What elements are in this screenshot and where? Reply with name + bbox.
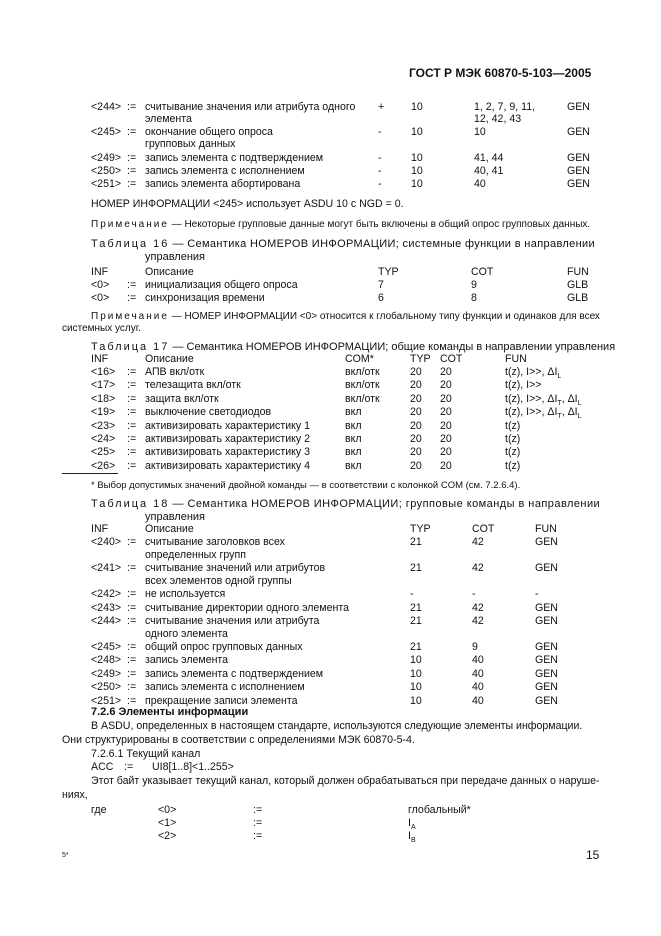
- gi-cell: -: [378, 126, 382, 138]
- fun-cell: [505, 420, 520, 432]
- table-header-row: [0, 523, 661, 536]
- inf-cell: <251>: [91, 178, 122, 190]
- table-row: [0, 406, 661, 419]
- description-cell: защита вкл/отк: [145, 392, 219, 405]
- note-1: [91, 219, 590, 230]
- cot-cell: 40, 41: [474, 165, 504, 177]
- table-row: [0, 366, 661, 379]
- note-2-line2: системных услуг.: [62, 323, 141, 334]
- sep-cell: :=: [127, 165, 137, 177]
- definition-row: [0, 804, 661, 817]
- typ-cell: 10: [410, 695, 422, 707]
- cot-cell: 20: [440, 406, 452, 419]
- inf-cell: <243>: [91, 602, 122, 614]
- description-cell: активизировать характеристику 3: [145, 446, 310, 459]
- info-245-text: НОМЕР ИНФОРМАЦИИ <245> использует ASDU 10 с NGD = 0.: [91, 198, 404, 210]
- cot-cell: 9: [472, 641, 478, 653]
- com-cell: вкл: [345, 446, 362, 459]
- sep-cell: :=: [127, 588, 137, 600]
- inf-cell: <23>: [91, 419, 116, 432]
- table-row: [0, 615, 661, 640]
- sep-cell: :=: [127, 695, 137, 707]
- inf-cell: <0>: [91, 279, 110, 291]
- table-row: [0, 681, 661, 694]
- fun-cell: GEN: [535, 681, 558, 693]
- fun-cell: GEN: [535, 695, 558, 707]
- fun-cell: GEN: [567, 101, 590, 113]
- table-row: [0, 393, 661, 406]
- section-para-4: ниях,: [62, 789, 88, 801]
- table18-caption-text: — Семантика НОМЕРОВ ИНФОРМАЦИИ; групповые команды в направлении: [172, 498, 601, 510]
- definition-code: <2>: [158, 830, 177, 842]
- fun-cell: GEN: [535, 641, 558, 653]
- com-cell: вкл/отк: [345, 379, 380, 392]
- fun-cell: GEN: [567, 152, 590, 164]
- header-inf: INF: [91, 353, 109, 365]
- header-inf: INF: [91, 266, 109, 278]
- typ-cell: 20: [410, 419, 422, 432]
- header-inf: INF: [91, 523, 109, 535]
- definition-sep: :=: [253, 817, 263, 829]
- fun-cell: [505, 406, 582, 420]
- com-cell: вкл/отк: [345, 366, 380, 378]
- definition-value: [408, 804, 471, 816]
- cot-cell: 41, 44: [474, 152, 504, 164]
- inf-cell: <244>: [91, 615, 122, 627]
- fun-subscript: T: [557, 399, 562, 407]
- header-typ: TYP: [410, 523, 431, 535]
- inf-cell: <18>: [91, 392, 116, 405]
- footnote-rule: [62, 473, 118, 474]
- definition-value: [408, 830, 416, 844]
- fun-text: t(z): [505, 433, 521, 445]
- table16-caption-text: — Семантика НОМЕРОВ ИНФОРМАЦИИ; системные функции в направлении: [172, 238, 596, 250]
- sep-cell: :=: [127, 392, 137, 405]
- table-row: [0, 152, 661, 165]
- cot-cell: -: [472, 588, 476, 600]
- inf-cell: <251>: [91, 695, 122, 707]
- table-row: [0, 460, 661, 473]
- description-cell-line2: определенных групп: [145, 549, 246, 561]
- fun-cell: GEN: [535, 602, 558, 614]
- sep-cell: :=: [127, 615, 137, 627]
- table-header-row: [0, 266, 661, 279]
- fun-cell: [505, 446, 520, 458]
- header-cot: COT: [472, 523, 495, 535]
- description-cell: не используется: [145, 588, 226, 600]
- description-cell: запись элемента: [145, 654, 229, 666]
- description-cell-line2: элемента: [145, 113, 192, 125]
- sep-cell: :=: [127, 602, 137, 614]
- description-cell: запись элемента с исполнением: [145, 165, 305, 177]
- sep-cell: :=: [127, 433, 137, 445]
- typ-cell: 21: [410, 602, 422, 614]
- inf-cell: <26>: [91, 459, 116, 472]
- table-row: [0, 536, 661, 561]
- typ-cell: 10: [410, 668, 422, 680]
- footer-mark: 5*: [62, 852, 69, 859]
- inf-cell: <0>: [91, 292, 110, 304]
- note-1-text: — Некоторые групповые данные могут быть включены в общий опрос групповых данных.: [171, 219, 591, 230]
- sep-cell: :=: [127, 152, 137, 164]
- sep-cell: :=: [127, 126, 137, 138]
- note-1-label: Примечание: [91, 219, 169, 230]
- typ-cell: 10: [411, 152, 423, 164]
- table17-caption: [91, 341, 615, 353]
- header-description: Описание: [145, 523, 194, 535]
- fun-cell: GLB: [567, 279, 589, 291]
- cot-cell: 42: [472, 562, 484, 574]
- typ-cell: 20: [410, 406, 422, 419]
- table16-caption-line2: управления: [145, 251, 205, 263]
- table-row: [0, 126, 661, 150]
- cot-cell: 20: [440, 446, 452, 459]
- section-heading: 7.2.6 Элементы информации: [91, 706, 249, 718]
- cot-cell: 40: [472, 695, 484, 707]
- gi-cell: -: [378, 165, 382, 177]
- page-header-title: ГОСТ Р МЭК 60870-5-103—2005: [409, 66, 592, 80]
- gi-cell: -: [378, 178, 382, 190]
- definition-value-subscript: B: [410, 837, 416, 845]
- cot-cell: 1, 2, 7, 9, 11,: [474, 101, 536, 113]
- fun-text: t(z), I>>, ΔI: [505, 392, 558, 405]
- table-row: [0, 420, 661, 433]
- definition-value-text: I: [408, 830, 411, 842]
- definition-value-text: глобальный*: [408, 804, 471, 816]
- typ-cell: 20: [410, 392, 422, 405]
- table-row: [0, 562, 661, 587]
- typ-cell: 20: [410, 379, 422, 392]
- fun-cell: GEN: [535, 562, 558, 574]
- note-2: [91, 311, 600, 322]
- cot-cell: 20: [440, 379, 452, 392]
- fun-cell: GEN: [567, 165, 590, 177]
- table-row: [0, 101, 661, 125]
- table16-caption: [91, 238, 595, 250]
- table-row: [0, 379, 661, 392]
- fun-cell: GEN: [535, 654, 558, 666]
- description-cell: активизировать характеристику 1: [145, 419, 310, 432]
- fun-subscript-extra: L: [577, 399, 582, 407]
- table-row: [0, 292, 661, 305]
- description-cell: считывание значения или атрибута одного: [145, 101, 356, 113]
- fun-cell: [505, 379, 542, 391]
- definition-value-subscript: A: [410, 824, 416, 832]
- description-cell: запись элемента с подтверждением: [145, 152, 324, 164]
- fun-cell: [505, 433, 520, 445]
- inf-cell: <25>: [91, 446, 116, 459]
- sep-cell: :=: [127, 641, 137, 653]
- header-cot: COT: [471, 266, 494, 278]
- typ-cell: 10: [410, 654, 422, 666]
- com-cell: вкл: [345, 433, 362, 445]
- description-cell: выключение светодиодов: [145, 406, 272, 419]
- gi-cell: -: [378, 152, 382, 164]
- inf-cell: <245>: [91, 641, 122, 653]
- fun-cell: GEN: [535, 536, 558, 548]
- cot-cell: 9: [471, 279, 477, 291]
- description-cell-line2: групповых данных: [145, 138, 236, 150]
- description-cell: считывание значения или атрибута: [145, 615, 320, 627]
- typ-cell: 21: [410, 615, 422, 627]
- com-cell: вкл: [345, 406, 362, 419]
- header-cot: COT: [440, 353, 463, 365]
- typ-cell: 21: [410, 641, 422, 653]
- table-row: [0, 654, 661, 667]
- cot-cell: 20: [440, 392, 452, 405]
- fun-cell: GEN: [535, 668, 558, 680]
- table-header-row: [0, 353, 661, 366]
- definition-row: [0, 817, 661, 830]
- fun-subscript: L: [557, 373, 562, 381]
- description-cell: общий опрос групповых данных: [145, 641, 303, 653]
- sep-cell: :=: [127, 446, 137, 459]
- cot-cell: 10: [474, 126, 486, 138]
- inf-cell: <19>: [91, 406, 116, 419]
- fun-cell: GEN: [567, 178, 590, 190]
- definition-sep: :=: [253, 804, 263, 816]
- table16-caption-label: Таблица 16: [91, 238, 170, 250]
- description-cell: активизировать характеристику 4: [145, 459, 310, 472]
- header-description: Описание: [145, 353, 194, 365]
- table-row: [0, 668, 661, 681]
- inf-cell: <242>: [91, 588, 122, 600]
- inf-cell: <244>: [91, 101, 122, 113]
- description-cell: инициализация общего опроса: [145, 279, 298, 291]
- table-row: [0, 446, 661, 459]
- description-cell: АПВ вкл/отк: [145, 366, 205, 378]
- sep-cell: :=: [127, 536, 137, 548]
- cot-cell: 20: [440, 433, 452, 445]
- cot-cell: 40: [472, 681, 484, 693]
- acc-def: UI8[1..8]<1..255>: [152, 761, 234, 773]
- typ-cell: 10: [411, 165, 423, 177]
- fun-cell: [505, 393, 582, 407]
- inf-cell: <249>: [91, 668, 122, 680]
- typ-cell: 21: [410, 536, 422, 548]
- com-cell: вкл: [345, 419, 362, 432]
- cot-cell: 40: [474, 178, 486, 190]
- description-cell: считывание значений или атрибутов: [145, 562, 326, 574]
- description-cell-line2: одного элемента: [145, 628, 228, 640]
- inf-cell: <250>: [91, 165, 122, 177]
- description-cell: телезащита вкл/отк: [145, 379, 241, 392]
- description-cell: запись элемента с исполнением: [145, 681, 305, 693]
- typ-cell: 20: [410, 366, 422, 378]
- sep-cell: :=: [127, 562, 137, 574]
- table-row: [0, 279, 661, 292]
- header-fun: FUN: [535, 523, 557, 535]
- header-fun: FUN: [567, 266, 589, 278]
- fun-text: t(z), I>>, ΔI: [505, 406, 558, 419]
- fun-text-extra: , ΔI: [561, 392, 578, 405]
- description-cell: запись элемента абортирована: [145, 178, 301, 190]
- table-row: [0, 433, 661, 446]
- sep-cell: :=: [127, 681, 137, 693]
- fun-cell: -: [535, 588, 539, 600]
- definition-code: <0>: [158, 804, 177, 816]
- cot-cell: 8: [471, 292, 477, 304]
- note-2-text: — НОМЕР ИНФОРМАЦИИ <0> относится к глобальному типу функции и одинаков для всех: [171, 311, 600, 322]
- sep-cell: :=: [127, 379, 137, 392]
- sep-cell: :=: [127, 406, 137, 419]
- gi-cell: +: [378, 101, 385, 113]
- table-row: [0, 602, 661, 615]
- header-com: COM*: [345, 353, 374, 365]
- fun-text: t(z): [505, 446, 521, 459]
- note-2-label: Примечание: [91, 311, 169, 322]
- cot-cell: 40: [472, 668, 484, 680]
- fun-cell: GEN: [567, 126, 590, 138]
- definition-value-text: I: [408, 817, 411, 829]
- acc-sep: :=: [124, 761, 134, 773]
- table18-caption-label: Таблица 18: [91, 498, 170, 510]
- cot-cell: 40: [472, 654, 484, 666]
- sep-cell: :=: [127, 459, 137, 472]
- description-cell: прекращение записи элемента: [145, 695, 298, 707]
- table-row: [0, 178, 661, 191]
- com-cell: вкл: [345, 459, 362, 472]
- fun-cell: GLB: [567, 292, 589, 304]
- table17-caption-text: — Семантика НОМЕРОВ ИНФОРМАЦИИ; общие команды в направлении управления: [172, 341, 616, 353]
- table-row: [0, 165, 661, 178]
- description-cell: считывание директории одного элемента: [145, 602, 349, 614]
- definition-row: [0, 830, 661, 843]
- fun-subscript-extra: L: [577, 413, 582, 421]
- section-para-1: В ASDU, определенных в настоящем стандарте, используются следующие элементы информации.: [91, 720, 583, 732]
- sep-cell: :=: [127, 654, 137, 666]
- typ-cell: 7: [378, 279, 384, 291]
- sep-cell: :=: [127, 101, 137, 113]
- fun-text-extra: , ΔI: [561, 406, 578, 419]
- inf-cell: <250>: [91, 681, 122, 693]
- fun-text: t(z): [505, 419, 521, 432]
- cot-cell: 20: [440, 366, 452, 378]
- inf-cell: <248>: [91, 654, 122, 666]
- description-cell: активизировать характеристику 2: [145, 433, 310, 445]
- fun-cell: GEN: [535, 615, 558, 627]
- cot-cell-line2: 12, 42, 43: [474, 113, 522, 125]
- typ-cell: 6: [378, 292, 384, 304]
- header-typ: TYP: [378, 266, 399, 278]
- table18-caption-line2: управления: [145, 511, 205, 523]
- inf-cell: <17>: [91, 379, 116, 392]
- description-cell: запись элемента с подтверждением: [145, 668, 324, 680]
- cot-cell: 42: [472, 602, 484, 614]
- definition-sep: :=: [253, 830, 263, 842]
- sep-cell: :=: [127, 419, 137, 432]
- header-fun: FUN: [505, 353, 527, 365]
- table-row: [0, 588, 661, 601]
- fun-cell: [505, 460, 520, 472]
- definition-code: <1>: [158, 817, 177, 829]
- fun-text: t(z), I>>: [505, 379, 542, 392]
- typ-cell: 10: [411, 101, 423, 113]
- description-cell: считывание заголовков всех: [145, 536, 285, 548]
- fun-text: t(z), I>>, ΔI: [505, 366, 558, 378]
- sep-cell: :=: [127, 292, 137, 304]
- table18-caption: [91, 498, 600, 510]
- cot-cell: 20: [440, 419, 452, 432]
- inf-cell: <24>: [91, 433, 116, 445]
- inf-cell: <240>: [91, 536, 122, 548]
- header-typ: TYP: [410, 353, 431, 365]
- where-label: где: [91, 804, 107, 816]
- typ-cell: 21: [410, 562, 422, 574]
- definition-value: [408, 817, 416, 831]
- table17-caption-label: Таблица 17: [91, 341, 170, 353]
- cot-cell: 42: [472, 536, 484, 548]
- inf-cell: <249>: [91, 152, 122, 164]
- cot-cell: 42: [472, 615, 484, 627]
- description-cell-line2: всех элементов одной группы: [145, 575, 292, 587]
- table-row: [0, 641, 661, 654]
- description-cell: синхронизация времени: [145, 292, 265, 304]
- typ-cell: 10: [411, 126, 423, 138]
- subsection-heading: 7.2.6.1 Текущий канал: [91, 748, 201, 760]
- com-cell: вкл/отк: [345, 392, 380, 405]
- acc-name: ACC: [91, 761, 114, 773]
- sep-cell: :=: [127, 178, 137, 190]
- inf-cell: <241>: [91, 562, 122, 574]
- typ-cell: -: [410, 588, 414, 600]
- inf-cell: <16>: [91, 366, 116, 378]
- table17-footnote: * Выбор допустимых значений двойной команды — в соответствии с колонкой COM (см. 7.2.6.4).: [91, 480, 521, 491]
- section-para-3: Этот байт указывает текущий канал, который должен обрабатываться при передаче данных о наруше-: [91, 775, 600, 787]
- typ-cell: 10: [410, 681, 422, 693]
- fun-subscript: T: [557, 413, 562, 421]
- fun-cell: [505, 366, 561, 380]
- sep-cell: :=: [127, 279, 137, 291]
- page-number: 15: [586, 848, 600, 862]
- typ-cell: 10: [411, 178, 423, 190]
- sep-cell: :=: [127, 668, 137, 680]
- section-para-2: Они структурированы в соответствии с определениями МЭК 60870-5-4.: [62, 734, 415, 746]
- typ-cell: 20: [410, 433, 422, 445]
- fun-text: t(z): [505, 459, 521, 472]
- inf-cell: <245>: [91, 126, 122, 138]
- header-description: Описание: [145, 266, 194, 278]
- sep-cell: :=: [127, 366, 137, 378]
- typ-cell: 20: [410, 459, 422, 472]
- cot-cell: 20: [440, 459, 452, 472]
- typ-cell: 20: [410, 446, 422, 459]
- description-cell: окончание общего опроса: [145, 126, 273, 138]
